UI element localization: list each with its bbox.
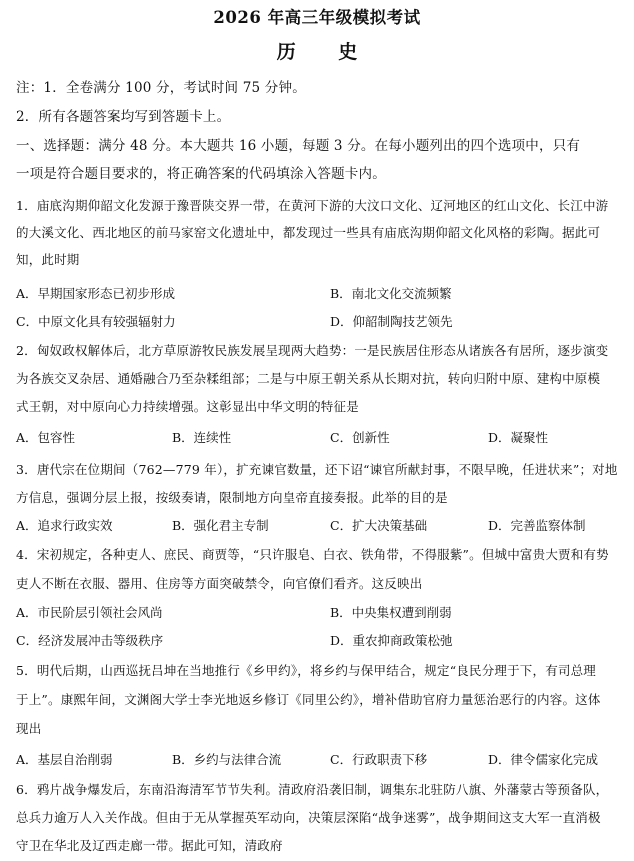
- question-1-option-a: A．早期国家形态已初步形成: [16, 286, 176, 301]
- note-line-2: 2．所有各题答案均写到答题卡上。: [16, 109, 231, 125]
- note-line-1: 注：1．全卷满分 100 分，考试时间 75 分钟。: [16, 80, 306, 96]
- question-3-line-1: 3．唐代宗在位期间（762—779 年），扩充谏官数量，还下诏“谏官所献封事，不限早晚，任进状来”；对地: [16, 462, 618, 477]
- question-5-line-1: 5．明代后期，山西巡抚吕坤在当地推行《乡甲约》，将乡约与保甲结合，规定“良民分理于下，有司总理: [16, 663, 596, 678]
- question-2-option-b: B．连续性: [172, 430, 232, 445]
- question-2-option-c: C．创新性: [330, 430, 390, 445]
- question-3-option-c: C．扩大决策基础: [330, 518, 428, 533]
- question-5-option-b: B．乡约与法律合流: [172, 752, 282, 767]
- question-4-line-1: 4．宋初规定，各种吏人、庶民、商贾等，“只许服皂、白衣、铁角带，不得服紫”。但城中富贵大贾和有势: [16, 547, 609, 562]
- question-1-line-2: 的大溪文化、西北地区的前马家窑文化遗址中，都发现过一些具有庙底沟期仰韶文化风格的彩陶。据此可: [16, 225, 601, 240]
- question-4-option-a: A．市民阶层引领社会风尚: [16, 605, 163, 620]
- question-4-option-d: D．重农抑商政策松弛: [330, 633, 453, 648]
- question-1-option-b: B．南北文化交流频繁: [330, 286, 452, 301]
- question-2-option-a: A．包容性: [16, 430, 76, 445]
- question-2-line-2: 为各族交叉杂居、通婚融合乃至杂糅组部；二是与中原王朝关系从长期对抗，转向归附中原、建构中原模: [16, 371, 601, 386]
- question-5-line-2: 于上”。康熙年间，文渊阁大学士李光地返乡修订《同里公约》，增补借助官府力量惩治恶行的内容。这体: [16, 692, 601, 707]
- exam-title: 2026 年高三年级模拟考试: [213, 8, 421, 27]
- question-6-line-3: 守卫在华北及辽西走廊一带。据此可知，清政府: [16, 838, 283, 853]
- question-2-line-3: 式王朝，对中原向心力持续增强。这彰显出中华文明的特征是: [16, 399, 359, 414]
- question-1-option-d: D．仰韶制陶技艺领先: [330, 314, 453, 329]
- question-5-option-c: C．行政职责下移: [330, 752, 428, 767]
- question-3-option-d: D．完善监察体制: [488, 518, 586, 533]
- question-4-option-c: C．经济发展冲击等级秩序: [16, 633, 164, 648]
- question-1-line-3: 知，此时期: [16, 252, 80, 267]
- question-5-option-d: D．律令儒家化完成: [488, 752, 599, 767]
- question-5-line-3: 现出: [16, 721, 42, 736]
- question-2-option-d: D．凝聚性: [488, 430, 549, 445]
- section-instruction-line-2: 一项是符合题目要求的，将正确答案的代码填涂入答题卡内。: [16, 166, 386, 182]
- question-2-line-1: 2．匈奴政权解体后，北方草原游牧民族发展呈现两大趋势：一是民族居住形态从诸族各有居所，逐步演变: [16, 343, 609, 358]
- question-1-line-1: 1．庙底沟期仰韶文化发源于豫晋陕交界一带，在黄河下游的大汶口文化、辽河地区的红山文化、长江中游: [16, 198, 609, 213]
- question-3-option-b: B．强化君主专制: [172, 518, 269, 533]
- question-3-line-2: 方信息，强调分层上报，按级奏请，限制地方向皇帝直接奏报。此举的目的是: [16, 490, 448, 505]
- question-4-line-2: 吏人不断在衣服、器用、住房等方面突破禁令，向官僚们看齐。这反映出: [16, 576, 423, 591]
- section-instruction-line-1: 一、选择题：满分 48 分。本大题共 16 小题，每题 3 分。在每小题列出的四个选项中，只有: [16, 138, 581, 154]
- question-5-option-a: A．基层自治削弱: [16, 752, 113, 767]
- question-3-option-a: A．追求行政实效: [16, 518, 113, 533]
- question-4-option-b: B．中央集权遭到削弱: [330, 605, 452, 620]
- question-6-line-2: 总兵力逾万人入关作战。但由于无从掌握英军动向，决策层深陷“战争迷雾”，战争期间这支大军一直消极: [16, 810, 601, 825]
- subject-title: 历 史: [276, 41, 376, 63]
- question-1-option-c: C．中原文化具有较强辐射力: [16, 314, 176, 329]
- question-6-line-1: 6．鸦片战争爆发后，东南沿海清军节节失利。清政府沿袭旧制，调集东北驻防八旗、外藩蒙古等预备队，: [16, 782, 609, 797]
